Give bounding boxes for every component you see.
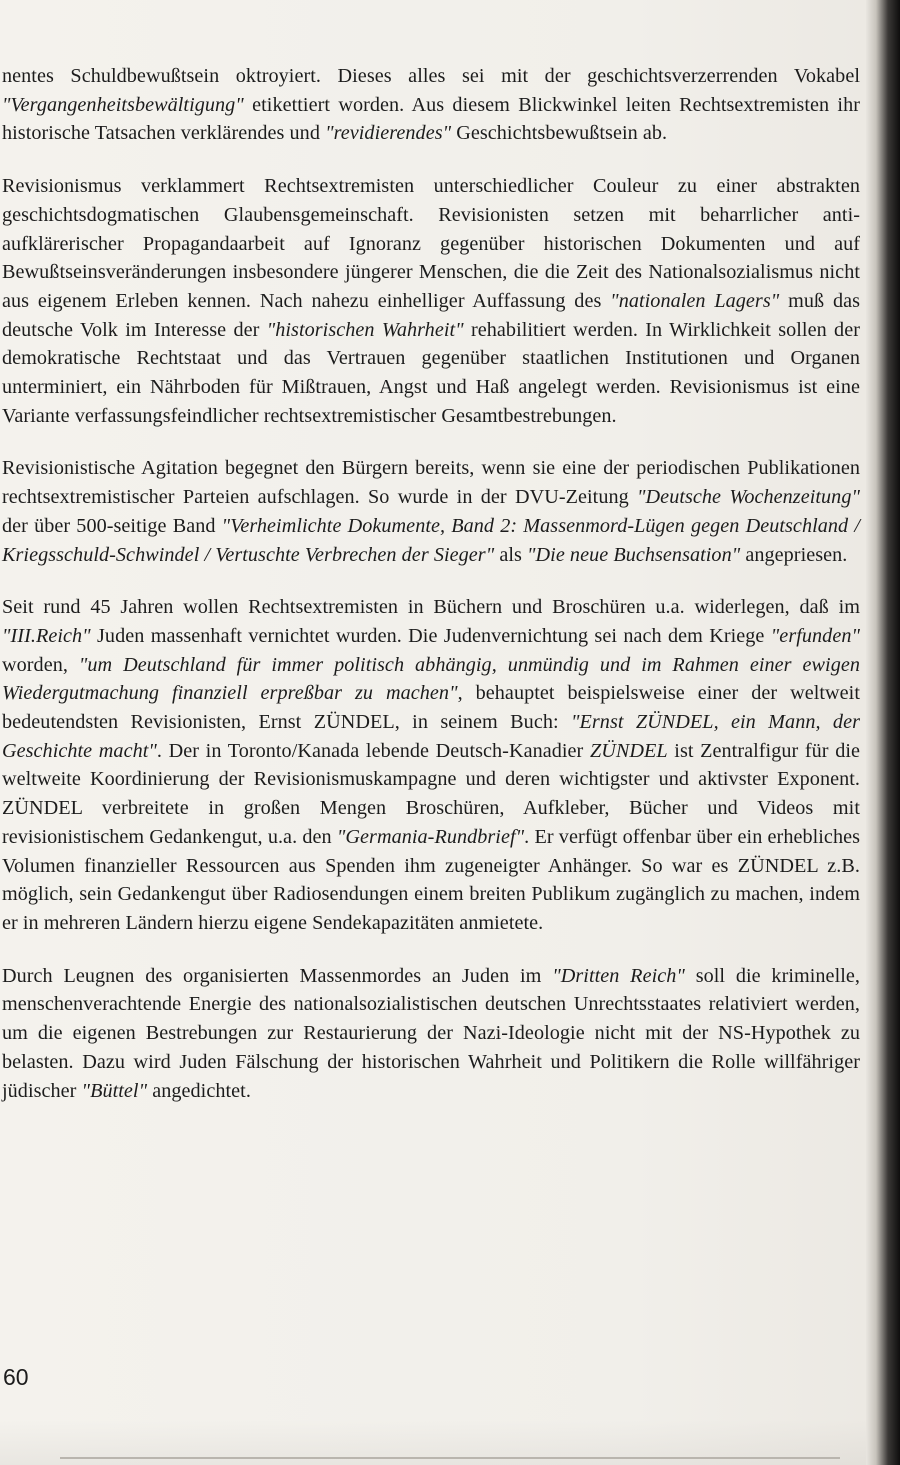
italic-quote: "Ernst ZÜNDEL, ein Mann, der Geschichte macht" (2, 711, 860, 762)
paragraph (2, 172, 860, 430)
italic-quote: "um Deutschland für immer politisch abhängig, unmündig und im Rahmen einer ewigen Wiedergutmachung finanziell erpreßbar zu machen" (2, 653, 860, 705)
text-run: Durch Leugnen des organisierten Massenmordes an Juden im (2, 964, 553, 987)
paragraph (2, 593, 860, 937)
text-run: Seit rund 45 Jahren wollen Rechtsextremisten in Büchern und Broschüren u.a. widerlegen, daß im (2, 596, 860, 619)
body-text (2, 62, 860, 1129)
text-run: Juden massenhaft vernichtet wurden. Die Judenvernichtung sei nach dem Kriege (90, 624, 771, 647)
italic-quote: "Germania-Rundbrief" (336, 825, 525, 848)
text-run: . Der in Toronto/Kanada lebende Deutsch-Kanadier (156, 739, 590, 762)
paragraph (2, 454, 860, 569)
text-run: rehabilitiert werden. In Wirklichkeit sollen der demokratische Rechtstaat und das Vertrauen gegenüber staatlichen Institutionen und Organen unterminiert, ein Nährboden für Mißtrauen, Angst und Haß angelegt werden. Revisionismus ist eine Variante verfassungsfeindlicher rechtsextremistischer Gesamtbestrebungen. (2, 318, 860, 427)
text-run: , behauptet beispielsweise einer der weltweit bedeutendsten Revisionisten, Ernst ZÜNDEL, in seinem Buch: (2, 682, 860, 734)
italic-quote: "historischen Wahrheit" (266, 318, 464, 341)
italic-quote: "Deutsche Wochenzeitung" (637, 486, 861, 509)
italic-quote: "Büttel" (81, 1079, 148, 1102)
italic-quote: "III.Reich" (2, 624, 91, 647)
page-number: 60 (3, 1364, 29, 1390)
text-run: als (494, 543, 527, 566)
text-run: ist Zentralfigur für die weltweite Koordinierung der Revisionismuskampagne und deren wichtigster und aktivster Exponent. ZÜNDEL verbreitete in großen Mengen Broschüren, Aufkleber, Bücher und Videos mit revisionistischem Gedankengut, u.a. den (2, 739, 861, 848)
text-run: nentes Schuldbewußtsein oktroyiert. Dieses alles sei mit der geschichtsverzerrenden Vokabel (2, 65, 860, 87)
text-run: soll die kriminelle, menschenverachtende Energie des nationalsozialistischen deutschen Unrechtsstaates relativiert werden, um die eigenen Bestrebungen zur Restaurierung der Nazi-Ideologie nicht mit der NS-Hypothek zu belasten. Dazu wird Juden Fälschung der historischen Wahrheit und Politikern die Rolle willfähriger jüdischer (2, 964, 860, 1102)
text-run: . Er verfügt offenbar über ein erhebliches Volumen finanzieller Ressourcen aus Spenden ihm zugeneigter Anhänger. So war es ZÜNDEL z.B. möglich, sein Gedankengut über Radiosendungen einem breiten Publikum zugänglich zu machen, indem er in mehreren Ländern hierzu eigene Sendekapazitäten anmietete. (2, 825, 861, 934)
text-run: angedichtet. (147, 1079, 251, 1102)
paragraph (2, 62, 860, 148)
text-run: Revisionistische Agitation begegnet den Bürgern bereits, wenn sie eine der periodischen Publikationen rechtsextremistischer Parteien aufschlagen. So wurde in der DVU-Zeitung (2, 457, 860, 509)
page-bottom-edge (60, 1457, 840, 1459)
italic-quote: ZÜNDEL (589, 739, 668, 762)
italic-quote: "nationalen Lagers" (610, 289, 780, 312)
text-run: etikettiert worden. Aus diesem Blickwinkel leiten Rechtsextremisten ihr historische Tatsachen verklärendes und (2, 93, 860, 145)
italic-quote: "Verheimlichte Dokumente, Band 2: Massenmord-Lügen gegen Deutschland / Kriegsschuld-Schwindel / Vertuschte Verbrechen der Sieger" (2, 514, 860, 566)
text-run: muß das deutsche Volk im Interesse der (2, 289, 861, 341)
italic-quote: "erfunden" (770, 624, 860, 647)
text-run: Geschichtsbewußtsein ab. (451, 122, 668, 145)
italic-quote: "revidierendes" (325, 122, 452, 145)
text-run: der über 500-seitige Band (2, 514, 222, 537)
paragraph (2, 962, 860, 1106)
italic-quote: "Vergangenheitsbewältigung" (2, 93, 244, 116)
italic-quote: "Die neue Buchsensation" (527, 543, 741, 566)
italic-quote: "Dritten Reich" (552, 964, 685, 987)
text-run: angepriesen. (740, 543, 848, 566)
text-run: Revisionismus verklammert Rechtsextremisten unterschiedlicher Couleur zu einer abstrakten geschichtsdogmatischen Glaubensgemeinschaft. Revisionisten setzen mit beharrlicher anti-aufklärerischer Propagandaarbeit auf Ignoranz gegenüber historischen Dokumenten und auf Bewußtseinsveränderungen insbesondere jüngerer Menschen, die die Zeit des Nationalsozialismus nicht aus eigenem Erleben kennen. Nach nahezu einhelliger Auffassung des (2, 175, 860, 312)
book-binding-shadow (866, 0, 900, 1465)
text-run: worden, (2, 653, 79, 676)
